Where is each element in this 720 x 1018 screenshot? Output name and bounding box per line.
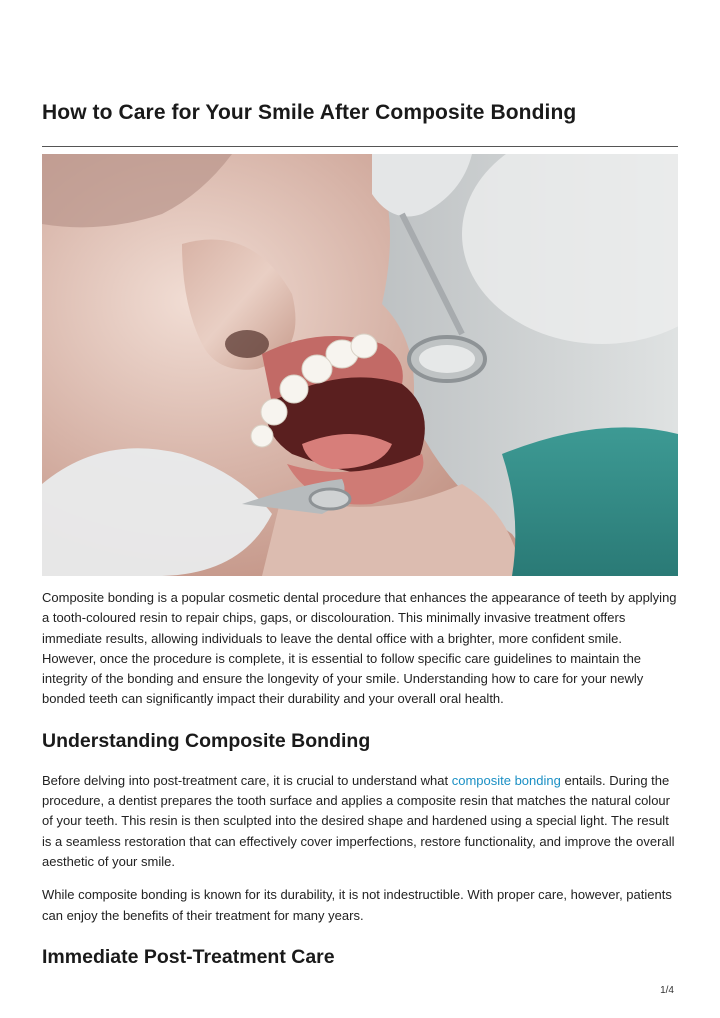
page-number: 1/4 [660, 985, 674, 996]
section-heading-understanding: Understanding Composite Bonding [42, 729, 371, 752]
composite-bonding-link[interactable]: composite bonding [451, 772, 561, 788]
paragraph-text: entails. During the procedure, a dentist prepares the tooth surface and applies a composite resin that matches the natural colour of your teeth. This resin is then sculpted into the desired shape and hardened using a special light. The result is a seamless restoration that can effectively cover imperfections, restore functionality, and improve the overall aesthetic of your smile. [42, 772, 675, 869]
paragraph-durability: While composite bonding is known for its durability, it is not indestructible. With proper care, however, patients can enjoy the benefits of their treatment for many years. [42, 887, 672, 923]
paragraph-understanding [42, 771, 678, 872]
section-heading-post-treatment: Immediate Post-Treatment Care [42, 945, 335, 968]
hero-image [42, 154, 678, 576]
page-title: How to Care for Your Smile After Composite Bonding [42, 101, 577, 124]
paragraph-text: Before delving into post-treatment care, it is crucial to understand what [42, 772, 452, 788]
article-body [42, 588, 678, 969]
title-divider [42, 146, 678, 147]
intro-paragraph: Composite bonding is a popular cosmetic dental procedure that enhances the appearance of teeth by applying a tooth-coloured resin to repair chips, gaps, or discolouration. This minimally invasive treatment offers immediate results, allowing individuals to leave the dental office with a brighter, more confident smile. However, once the procedure is complete, it is essential to follow specific care guidelines to maintain the integrity of the bonding and ensure the longevity of your smile. Understanding how to care for your newly bonded teeth can significantly impact their durability and your overall oral health. [42, 590, 677, 707]
dental-checkup-photo [42, 154, 678, 576]
